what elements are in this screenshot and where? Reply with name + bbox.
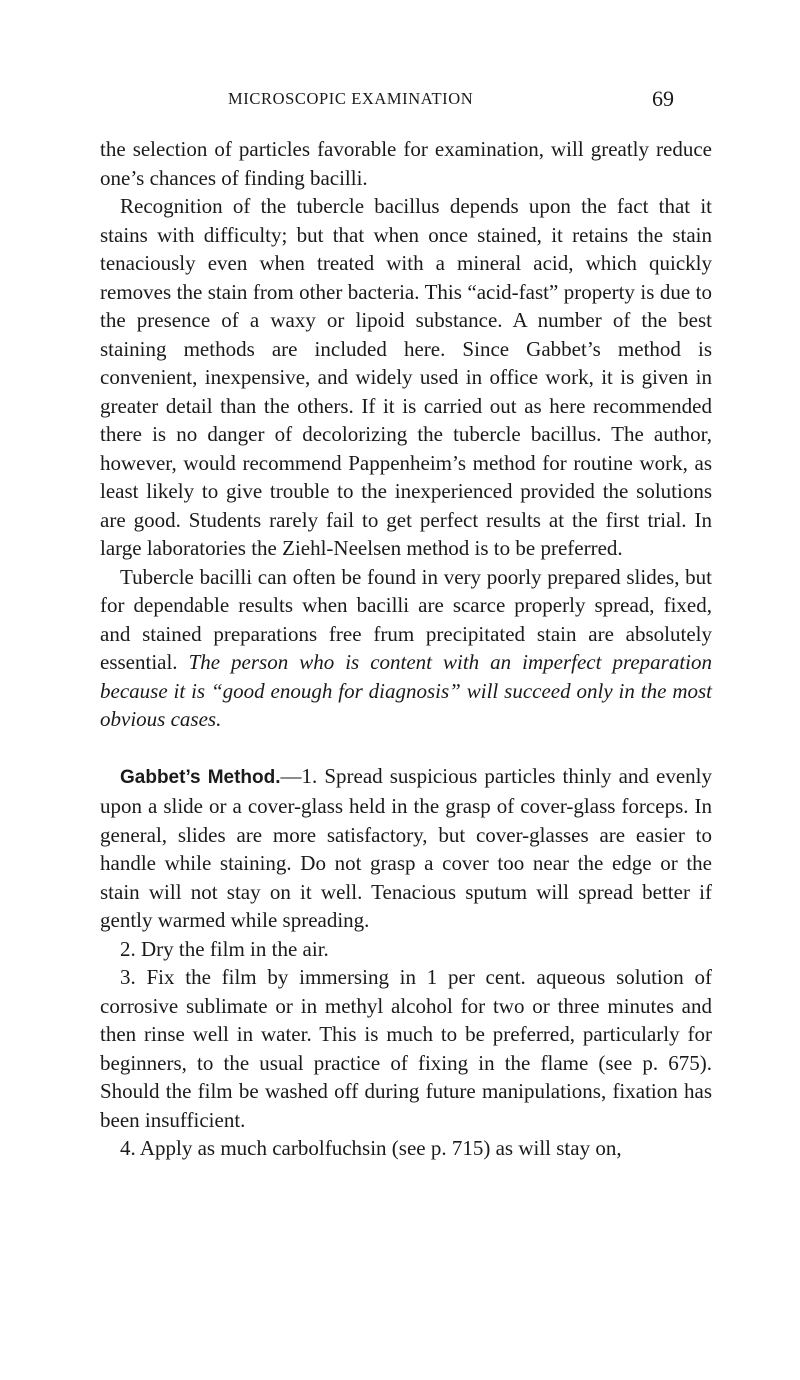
paragraph-tubercle-bacilli: [100, 563, 712, 734]
page-number: 69: [652, 86, 674, 111]
paragraph-tubercle-text: Tubercle bacilli can often be found in very poorly prepared slides, but for dependable results when bacilli are scarce properly spread, fixed, and stained preparations free frum precipitated stain are absolutely essential.: [100, 564, 712, 674]
method-step-3: 3. Fix the film by immersing in 1 per cent. aqueous solution of corrosive sublimate or in methyl alcohol for two or three minutes and then rinse well in water. This is much to be preferred, particularly for beginners, to the usual practice of fixing in the flame (see p. 675). Should the film be washed off during future manipulations, fixation has been insufficient.: [100, 965, 712, 1132]
method-heading: Gabbet’s Method.: [120, 766, 281, 788]
method-step-4: 4. Apply as much carbolfuchsin (see p. 715) as will stay on,: [120, 1136, 622, 1160]
method-step-1-text: —1. Spread suspicious particles thinly and evenly upon a slide or a cover-glass held in the grasp of cover-glass forceps. In general, slides are more satisfactory, but cover-glasses are easier to handle while staining. Do not grasp a cover too near the edge or the stain will not stay on it well. Tenacious sputum will spread better if gently warmed while spreading.: [100, 763, 712, 932]
running-header: [0, 86, 800, 116]
paragraph-continuation: the selection of particles favorable for examination, will greatly reduce one’s chances of finding bacilli.: [100, 137, 712, 190]
italic-warning: The person who is content with an imperfect preparation because it is “good enough for diagnosis” will succeed only in the most obvious cases.: [100, 650, 713, 731]
method-step-2: 2. Dry the film in the air.: [120, 936, 329, 961]
method-step-1: [100, 762, 712, 935]
paragraph-recognition: Recognition of the tubercle bacillus depends upon the fact that it stains with difficulty; but that when once stained, it retains the stain tenaciously even when treated with a mineral acid, which quickly removes the stain from other bacteria. This “acid-fast” property is due to the presence of a waxy or lipoid substance. A number of the best staining methods are included here. Since Gabbet’s method is convenient, inexpensive, and widely used in office work, it is given in greater detail than the others. If it is carried out as here recommended there is no danger of decolorizing the tubercle bacillus. The author, however, would recommend Pappenheim’s method for routine work, as least likely to give trouble to the inexperienced provided the solutions are good. Students rarely fail to get perfect results at the first trial. In large laboratories the Ziehl-Neelsen method is to be preferred.: [100, 194, 712, 560]
body-text: [100, 135, 712, 1163]
running-title: MICROSCOPIC EXAMINATION: [228, 89, 474, 108]
